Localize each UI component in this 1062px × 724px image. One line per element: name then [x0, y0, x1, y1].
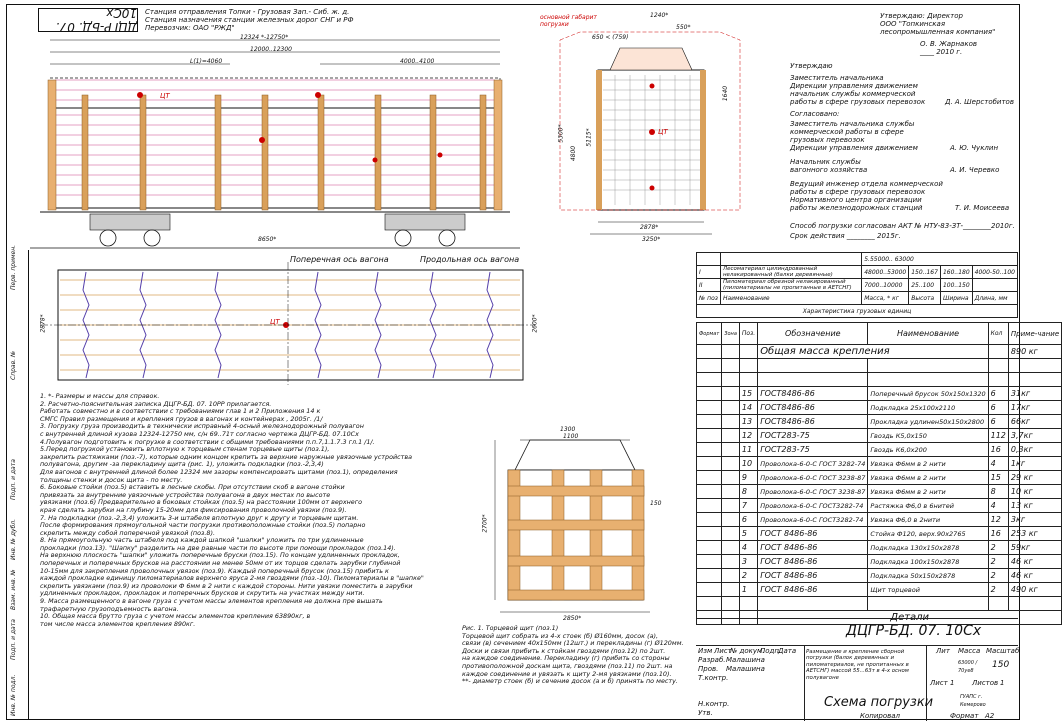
deputy2: Дирекции управления движением	[790, 82, 918, 90]
spec-qty: 2	[988, 541, 1008, 555]
fig-caption-line: на каждое соединение. Перекладину (г) прибить со стороны	[462, 654, 670, 663]
spec-des: ГОСТ 8486-86	[758, 541, 868, 555]
eng4: работы железнодорожных станций	[790, 204, 923, 212]
agreed: Согласовано:	[790, 110, 840, 118]
role-sign: Подп.	[760, 647, 782, 655]
strip-label-5: Взам. инв. №	[10, 569, 17, 610]
dim-4800: 4800	[570, 145, 578, 162]
agreed2: коммерческой работы в сфере	[790, 128, 904, 136]
ct-end-label: ЦТ	[658, 128, 668, 136]
method1: Способ погрузки согласован АКТ № НТУ-83-ЗТ-________2010г.	[790, 222, 1015, 230]
ct-side-label: ЦТ	[160, 92, 170, 100]
cargo-row	[697, 279, 1018, 292]
utv-org: ООО "Топкинская лесопромышленная компания"	[880, 20, 996, 36]
dim-2878-end: 2878*	[640, 224, 659, 231]
agreed3: грузовых перевозок	[790, 136, 865, 144]
spec-des: ГОСТ283-75	[758, 443, 868, 457]
strip-label-6: Подп. и дата	[10, 619, 17, 660]
cargo-mass: 48000..53000	[862, 266, 909, 279]
spec-row	[697, 457, 1062, 471]
utv-date: ____ 2010 г.	[920, 48, 963, 56]
dim-2850: 2850*	[563, 615, 582, 622]
spec-note: 46 кг	[1008, 555, 1061, 569]
sheet-value: 1	[950, 679, 955, 687]
note-line: СМГС Правил размещения и крепления грузов в вагонах и контейнерах , 2005г. /1/	[40, 414, 323, 423]
format-value: А2	[985, 712, 995, 720]
spec-pos: 11	[739, 443, 757, 457]
notes-block	[40, 393, 460, 628]
spec-row	[697, 513, 1062, 527]
spec-name: Подкладка 25х100х2110	[868, 401, 988, 415]
ct-plan-label: ЦТ	[270, 318, 280, 326]
dim-650: 650 < (759)	[592, 34, 629, 41]
note-line: 1. *- Размеры и массы для справок.	[40, 392, 160, 400]
spec-qty: 12	[988, 513, 1008, 527]
station1: Начальник службы	[790, 158, 861, 166]
note-line: 10-15мм для закрепления проволочных увязок (поз.9). Каждый поперечный брусок (поз.15) прибить к	[40, 566, 389, 575]
spec-h-zone: Зона	[722, 323, 740, 345]
note-line: удлиненных прокладок, прокладок и поперечных брусков и скрутить на участках между нити.	[40, 589, 365, 598]
spec-name: Прокладка удлинен50х150х2800	[868, 415, 988, 429]
spec-note: 29 кг	[1008, 471, 1061, 485]
spec-note: 3,7кг	[1008, 429, 1061, 443]
note-line: поперечных и поперечных брусков на расстоянии не менее 50мм от их торцов сделать зарубки глубиной	[40, 559, 401, 568]
spec-h-qty: Кол	[988, 323, 1008, 345]
note-line: толщины стенки и досок щита - по месту.	[40, 475, 183, 484]
spec-name: Растяжка Ф6,0 в 6нитей	[868, 499, 988, 513]
cargo-mass: 7000..10000	[862, 279, 909, 292]
deputy4: работы в сфере грузовых перевозок	[790, 98, 926, 106]
spec-note: 3кг	[1008, 513, 1061, 527]
spec-h-format: Формат	[697, 323, 722, 345]
spec-pos: 12	[739, 429, 757, 443]
note-line: 9. Масса размещенного в вагоне груза с учетом массы элементов крепления не должна пре вышать	[40, 597, 383, 606]
spec-total-value: 890 кг	[1008, 345, 1061, 359]
note-line: увязками (поз.6) Предварительно в боковых стойках (поз.5) на расстоянии 100мм от верхнего	[40, 498, 363, 507]
org-name: ГУАПС г. Кемерово	[960, 694, 986, 708]
dim-5115: 5115*	[585, 128, 593, 147]
spec-qty: 16	[988, 527, 1008, 541]
fig-caption-line: Торцевой щит собрать из 4-х стоек (б) Ø160мм, досок (а),	[462, 631, 659, 640]
dim-12000: 12000..12300	[250, 46, 292, 53]
spec-pos: 9	[739, 471, 757, 485]
note-line: После формирования прямоугольной части погрузки противоположные стойки (поз.5) попарно	[40, 521, 366, 530]
role-list: Лист	[714, 647, 732, 655]
note-line: Работать совместно и в соответствии с требованиями глав 1 и 2 Приложения 14 к	[40, 407, 321, 416]
cargo-foot: Наименование	[720, 292, 861, 305]
spec-pos: 10	[739, 457, 757, 471]
spec-des: ГОСТ 8486-86	[758, 583, 868, 597]
station2: вагонного хозяйства	[790, 166, 868, 174]
fig-caption-line: Рис. 1. Торцевой щит (поз.1)	[462, 624, 559, 632]
role-tcontr: Т.контр.	[698, 674, 729, 682]
spec-note: 0,3кг	[1008, 443, 1061, 457]
spec-total-label: Общая масса крепления	[758, 345, 988, 359]
note-line: 2. Расчетно-пояснительная записка ДЦГР-БД. 07. 10РР прилагается.	[40, 399, 272, 408]
title-code: ДЦГР-БД. 07. 10Сх	[846, 623, 982, 639]
dim-8650: 8650*	[258, 236, 277, 243]
end-shield-figure	[495, 440, 650, 612]
carrier: Перевозчик: ОАО "РЖД"	[145, 24, 235, 32]
cargo-num: I	[697, 266, 721, 279]
figure-caption	[462, 625, 702, 686]
spec-name: Гвоздь К6,0х200	[868, 443, 988, 457]
spec-note: 10 кг	[1008, 485, 1061, 499]
eng-name: Т. И. Моисеева	[955, 204, 1010, 212]
cargo-foot: Длина, мм	[972, 292, 1017, 305]
deputy-name: Д. А. Шерстобитов	[945, 98, 1014, 106]
cargo-name: Лесоматериал цилиндрованный нелакированный (балки деревянные)	[720, 266, 861, 279]
spec-qty: 2	[988, 583, 1008, 597]
note-line: 4.Полувагон подготовить к погрузке в соответствии с общими требованиями п.п.7,1.1.7.3 гл.1 /1/.	[40, 437, 375, 446]
dim-3250: 3250*	[642, 236, 661, 243]
side-view-wagon	[30, 40, 520, 248]
spec-pos: 8	[739, 485, 757, 499]
copied-label: Копировал	[860, 712, 900, 720]
utv-title: Утверждаю: Директор	[880, 12, 963, 20]
cargo-h: 150..167	[909, 266, 941, 279]
dim-2878-side: 2878*	[39, 314, 47, 333]
spec-note: 17кг	[1008, 401, 1061, 415]
dim-2600: 2600*	[531, 314, 539, 333]
cargo-head-value: 5.55000.. 63000	[862, 253, 1018, 266]
note-line: привязать за внутренние увязочные устройства полувагона в двух местах по высоте	[40, 490, 331, 499]
role-ncontr: Н.контр.	[698, 700, 730, 708]
spec-details: Детали	[758, 611, 1062, 625]
spec-pos: 7	[739, 499, 757, 513]
spec-row	[697, 569, 1062, 583]
spec-name: Подкладка 50х150х2878	[868, 569, 988, 583]
fig-caption-line: Доски и связи прибить к стойкам гвоздями (поз.12) по 2шт.	[462, 646, 666, 655]
spec-note: 59кг	[1008, 541, 1061, 555]
spec-qty: 2	[988, 569, 1008, 583]
spec-pos: 14	[739, 401, 757, 415]
agreed-name: А. Ю. Чуклин	[950, 144, 999, 152]
station-from: Станция отправления Топки - Грузовая Зап.- Сиб. ж. д.	[145, 8, 350, 16]
spec-row	[697, 485, 1062, 499]
spec-row	[697, 527, 1062, 541]
method2: Срок действия ________ 2015г.	[790, 232, 901, 240]
agreed1: Заместитель начальника службы	[790, 120, 915, 128]
spec-pos: 3	[739, 555, 757, 569]
spec-name: Щит торцевой	[868, 583, 988, 597]
cargo-foot: Высота	[909, 292, 941, 305]
spec-row	[697, 443, 1062, 457]
strip-label-4: Инв. № дубл.	[10, 518, 17, 560]
note-line: трафаретную грузоподъемность вагона.	[40, 604, 179, 613]
dim-1100: 1100	[563, 433, 579, 440]
cargo-caption: Характеристика грузовых единиц	[697, 305, 1018, 318]
sheets-value: 1	[1000, 679, 1005, 687]
check-name: Малашина	[726, 665, 765, 673]
note-line: том числе масса элементов крепления 890кг.	[40, 619, 196, 628]
spec-des: ГОСТ8486-86	[758, 401, 868, 415]
spec-h-pos: Поз.	[739, 323, 757, 345]
dim-4060: L(1)=4060	[190, 58, 223, 65]
spec-name: Поперечный брусок 50х150х1320	[868, 387, 988, 401]
agreed4: Дирекции управления движением	[790, 144, 918, 152]
spec-qty: 8	[988, 485, 1008, 499]
note-line: с внутренней длиной кузова 12324-12750 мм, с/н 69..71т согласно чертежа ДЦГР-БД. 07.10Сх	[40, 429, 359, 438]
spec-qty: 4	[988, 499, 1008, 513]
strip-label-7: Инв. № подл.	[10, 674, 17, 716]
utv2: Утверждаю	[790, 62, 833, 70]
dim-total: 12324 *-12750*	[240, 34, 289, 41]
note-line: закрепить растяжками (поз.-7), которые одним концом крепить за верхние наружные увязочные устройства	[40, 452, 413, 461]
spec-qty: 6	[988, 387, 1008, 401]
spec-des: ГОСТ 8486-86	[758, 555, 868, 569]
spec-row	[697, 415, 1062, 429]
eng1: Ведущий инженер отдела коммерческой	[790, 180, 943, 188]
mass-value: 63000 / 70уе8	[958, 660, 978, 674]
transverse-axis-label: Поперечная ось вагона	[290, 255, 389, 264]
spec-pos: 13	[739, 415, 757, 429]
note-line: полувагона, другим -за перекладину щита (рис. 1), уложить подкладки (поз.-2,3,4)	[40, 460, 324, 469]
format-label: Формат	[950, 712, 979, 720]
spec-note: 13 кг	[1008, 499, 1061, 513]
spec-name: Увязка Ф6мм в 2 нити	[868, 457, 988, 471]
deputy3: начальник службы коммерческой	[790, 90, 916, 98]
eng3: Нормативного центра организации	[790, 196, 922, 204]
spec-name: Подкладка 100х150х2878	[868, 555, 988, 569]
cargo-h: 25..100	[909, 279, 941, 292]
spec-row	[697, 401, 1062, 415]
dim-1640: 1640	[722, 85, 730, 102]
deputy1: Заместитель начальника	[790, 74, 884, 82]
spec-note: 46 кг	[1008, 569, 1061, 583]
title-name: Схема погрузки	[824, 695, 934, 710]
spec-row	[697, 583, 1062, 597]
strip-label-3: Подп. и дата	[10, 459, 17, 500]
spec-des: ГОСТ8486-86	[758, 387, 868, 401]
spec-name: Подкладка 130х150х2878	[868, 541, 988, 555]
cargo-l: 4000-50..100	[972, 266, 1017, 279]
note-line: прокладки (поз.13). "Шапку" разделить на две равные части по высоте при помощи прокладок (поз.14).	[40, 543, 396, 552]
note-line: скрепить увязками (поз.9) из проволоки Ф 6мм в 2 нити с каждой стороны. Нити увязки поместить в зарубки	[40, 581, 413, 590]
fig-caption-line: противоположной доскам щита, гвоздями (поз.11) по 2шт. на	[462, 661, 673, 670]
fig-caption-line: **- диаметр стоек (б) и сечение досок (а и б) принять по месту.	[462, 677, 678, 686]
scale-value: 150	[992, 660, 1010, 670]
utv-name: О. В. Жарнаков	[920, 40, 977, 48]
spec-pos: 4	[739, 541, 757, 555]
dim-4000: 4000..4100	[400, 58, 435, 65]
spec-pos: 6	[739, 513, 757, 527]
spec-row	[697, 471, 1062, 485]
spec-des: Проволока-6-0-С ГОСТ 3282-74	[758, 457, 868, 471]
spec-row	[697, 387, 1062, 401]
dev-name: Малашина	[726, 656, 765, 664]
station-to: Станция назначения станции железных дорог СНГ и РФ	[145, 16, 354, 24]
station-name: А. И. Черевко	[950, 166, 1000, 174]
note-line: 8. На прямоугольную часть штабеля под каждой шапкой "шапки" уложить по три удлиненные	[40, 536, 364, 545]
dim-2700: 2700*	[481, 514, 489, 533]
dim-1240: 1240*	[650, 12, 669, 19]
dim-150: 150	[650, 500, 662, 507]
note-line: 3. Погрузку груза производить в технически исправный 4-осный железнодорожный полувагон	[40, 422, 364, 431]
spec-name: Стойка Ф120, верх.90х2765	[868, 527, 988, 541]
cargo-w: 160..180	[940, 266, 972, 279]
spec-pos: 5	[739, 527, 757, 541]
eng2: работы в сфере грузовых перевозок	[790, 188, 926, 196]
cargo-num: II	[697, 279, 721, 292]
spec-h-name: Наименование	[868, 323, 988, 345]
spec-row	[697, 429, 1062, 443]
spec-des: Проволока-6-0-С ГОСТ 3238-87	[758, 485, 868, 499]
cargo-l	[972, 279, 1017, 292]
spec-des: ГОСТ283-75	[758, 429, 868, 443]
cargo-name: Пиломатериал обрезной нелакированный (пиломатериалы не пропитанные в АЕТСНГ)	[720, 279, 861, 292]
spec-name: Увязка Ф6мм в 2 нити	[868, 471, 988, 485]
sheet-label: Лист	[930, 679, 948, 687]
spec-des: ГОСТ 8486-86	[758, 569, 868, 583]
fig-caption-line: связи (в) сечением 40х150мм (12шт.) и перекладины (г) Ø120мм.	[462, 639, 684, 648]
spec-table	[696, 322, 1062, 625]
spec-note: 253 кг	[1008, 527, 1061, 541]
note-line: каждой прокладке единицу пиломатериалов верхнего яруса 2-мя гвоздями (поз.-10). Пиломатериалы в "шапке"	[40, 574, 424, 583]
title-description: Размещение и крепление сборной погрузки (балок деревянных и пиломатериалов, не пропитанных в АЕТСНГ) массой 55...63т в 4-х осном полувагоне	[806, 649, 909, 681]
spec-note: 1кг	[1008, 457, 1061, 471]
title-block	[696, 618, 1018, 721]
cargo-row	[697, 266, 1018, 279]
main-gauge-label: основной габарит погрузки	[540, 14, 597, 28]
strip-label-2: Справ. №	[10, 350, 17, 380]
spec-qty: 112	[988, 429, 1008, 443]
spec-row	[697, 499, 1062, 513]
rotated-doc-code: ДЦГР-БД. 07. 10Сх	[38, 8, 138, 32]
fig-caption-line: каждое соединение и увязать к щиту 2-мя увязками (поз.10).	[462, 669, 672, 678]
spec-des: Проволока-6-0-С ГОСТ3282-74	[758, 513, 868, 527]
note-line: 7. На подкладки (поз.-2,3,4) уложить 3-и штабеля вплотную друг к другу и торцевым щитам.	[40, 513, 359, 522]
note-line: Для вагонов с внутренней длиной более 12324 мм зазоры компенсировать щитами (поз.1), определения	[40, 467, 398, 476]
spec-name: Гвоздь К5,0х150	[868, 429, 988, 443]
spec-qty: 2	[988, 555, 1008, 569]
spec-qty: 16	[988, 443, 1008, 457]
spec-des: ГОСТ8486-86	[758, 415, 868, 429]
role-date: Дата	[778, 647, 797, 655]
spec-h-note: Приме-чание	[1008, 323, 1061, 345]
dim-5300: 5300*	[557, 124, 565, 143]
role-dev: Разраб.	[698, 656, 726, 664]
spec-name: Увязка Ф6мм в 2 нити	[868, 485, 988, 499]
spec-note: 31кг	[1008, 387, 1061, 401]
spec-note: 490 кг	[1008, 583, 1061, 597]
cargo-foot: Ширина	[940, 292, 972, 305]
sheets-label: Листов	[972, 679, 999, 687]
strip-label-1: Перв. примен.	[10, 244, 17, 290]
cargo-foot: Масса, * кг	[862, 292, 909, 305]
note-line: края сделать зарубки на глубину 15-20мм для фиксирования проволочной увязки (поз.9).	[40, 505, 347, 514]
spec-pos: 2	[739, 569, 757, 583]
cargo-table	[696, 252, 1018, 318]
spec-qty: 6	[988, 401, 1008, 415]
note-line: На верхнюю плоскость "шапки" уложить поперечные бруски (поз.15). По концам удлиненных прокладок,	[40, 551, 400, 560]
note-line: скрепить между собой поперечной увязкой (поз.8).	[40, 528, 215, 537]
role-check: Пров.	[698, 665, 719, 673]
spec-qty: 15	[988, 471, 1008, 485]
longitudinal-axis-label: Продольная ось вагона	[420, 255, 520, 264]
dim-550: 550*	[676, 24, 691, 31]
spec-des: Проволока-6-0-С ГОСТ3282-74	[758, 499, 868, 513]
plan-view	[40, 262, 535, 385]
spec-note: 66кг	[1008, 415, 1061, 429]
spec-name: Увязка Ф6,0 в 2нити	[868, 513, 988, 527]
dim-1300: 1300	[560, 426, 576, 433]
spec-des: ГОСТ 8486-86	[758, 527, 868, 541]
role-utv: Утв.	[698, 709, 713, 717]
cargo-foot: № поз	[697, 292, 721, 305]
scale-label: Масштаб	[986, 647, 1020, 655]
mass-label: Масса	[958, 647, 981, 655]
lit-label: Лит	[936, 647, 950, 655]
spec-qty: 6	[988, 415, 1008, 429]
spec-row	[697, 541, 1062, 555]
spec-row	[697, 555, 1062, 569]
note-line: 10. Общая масса брутто груза с учетом массы элементов крепления 63890кг, в	[40, 612, 311, 621]
spec-h-designation: Обозначение	[758, 323, 868, 345]
cargo-w: 100..150	[940, 279, 972, 292]
note-line: 5.Перед погрузкой установить вплотную к торцевым стенам торцевые щиты (поз.1),	[40, 445, 330, 454]
role-doc: № докум.	[730, 647, 765, 655]
role-izm: Изм	[698, 647, 713, 655]
spec-qty: 4	[988, 457, 1008, 471]
spec-des: Проволока-6-0-С ГОСТ 3238-87	[758, 471, 868, 485]
spec-pos: 1	[739, 583, 757, 597]
note-line: 6. Боковые стойки (поз.5) вставить в лесные скобы. При отсутствии скоб в вагоне стойки	[40, 483, 345, 492]
spec-pos: 15	[739, 387, 757, 401]
